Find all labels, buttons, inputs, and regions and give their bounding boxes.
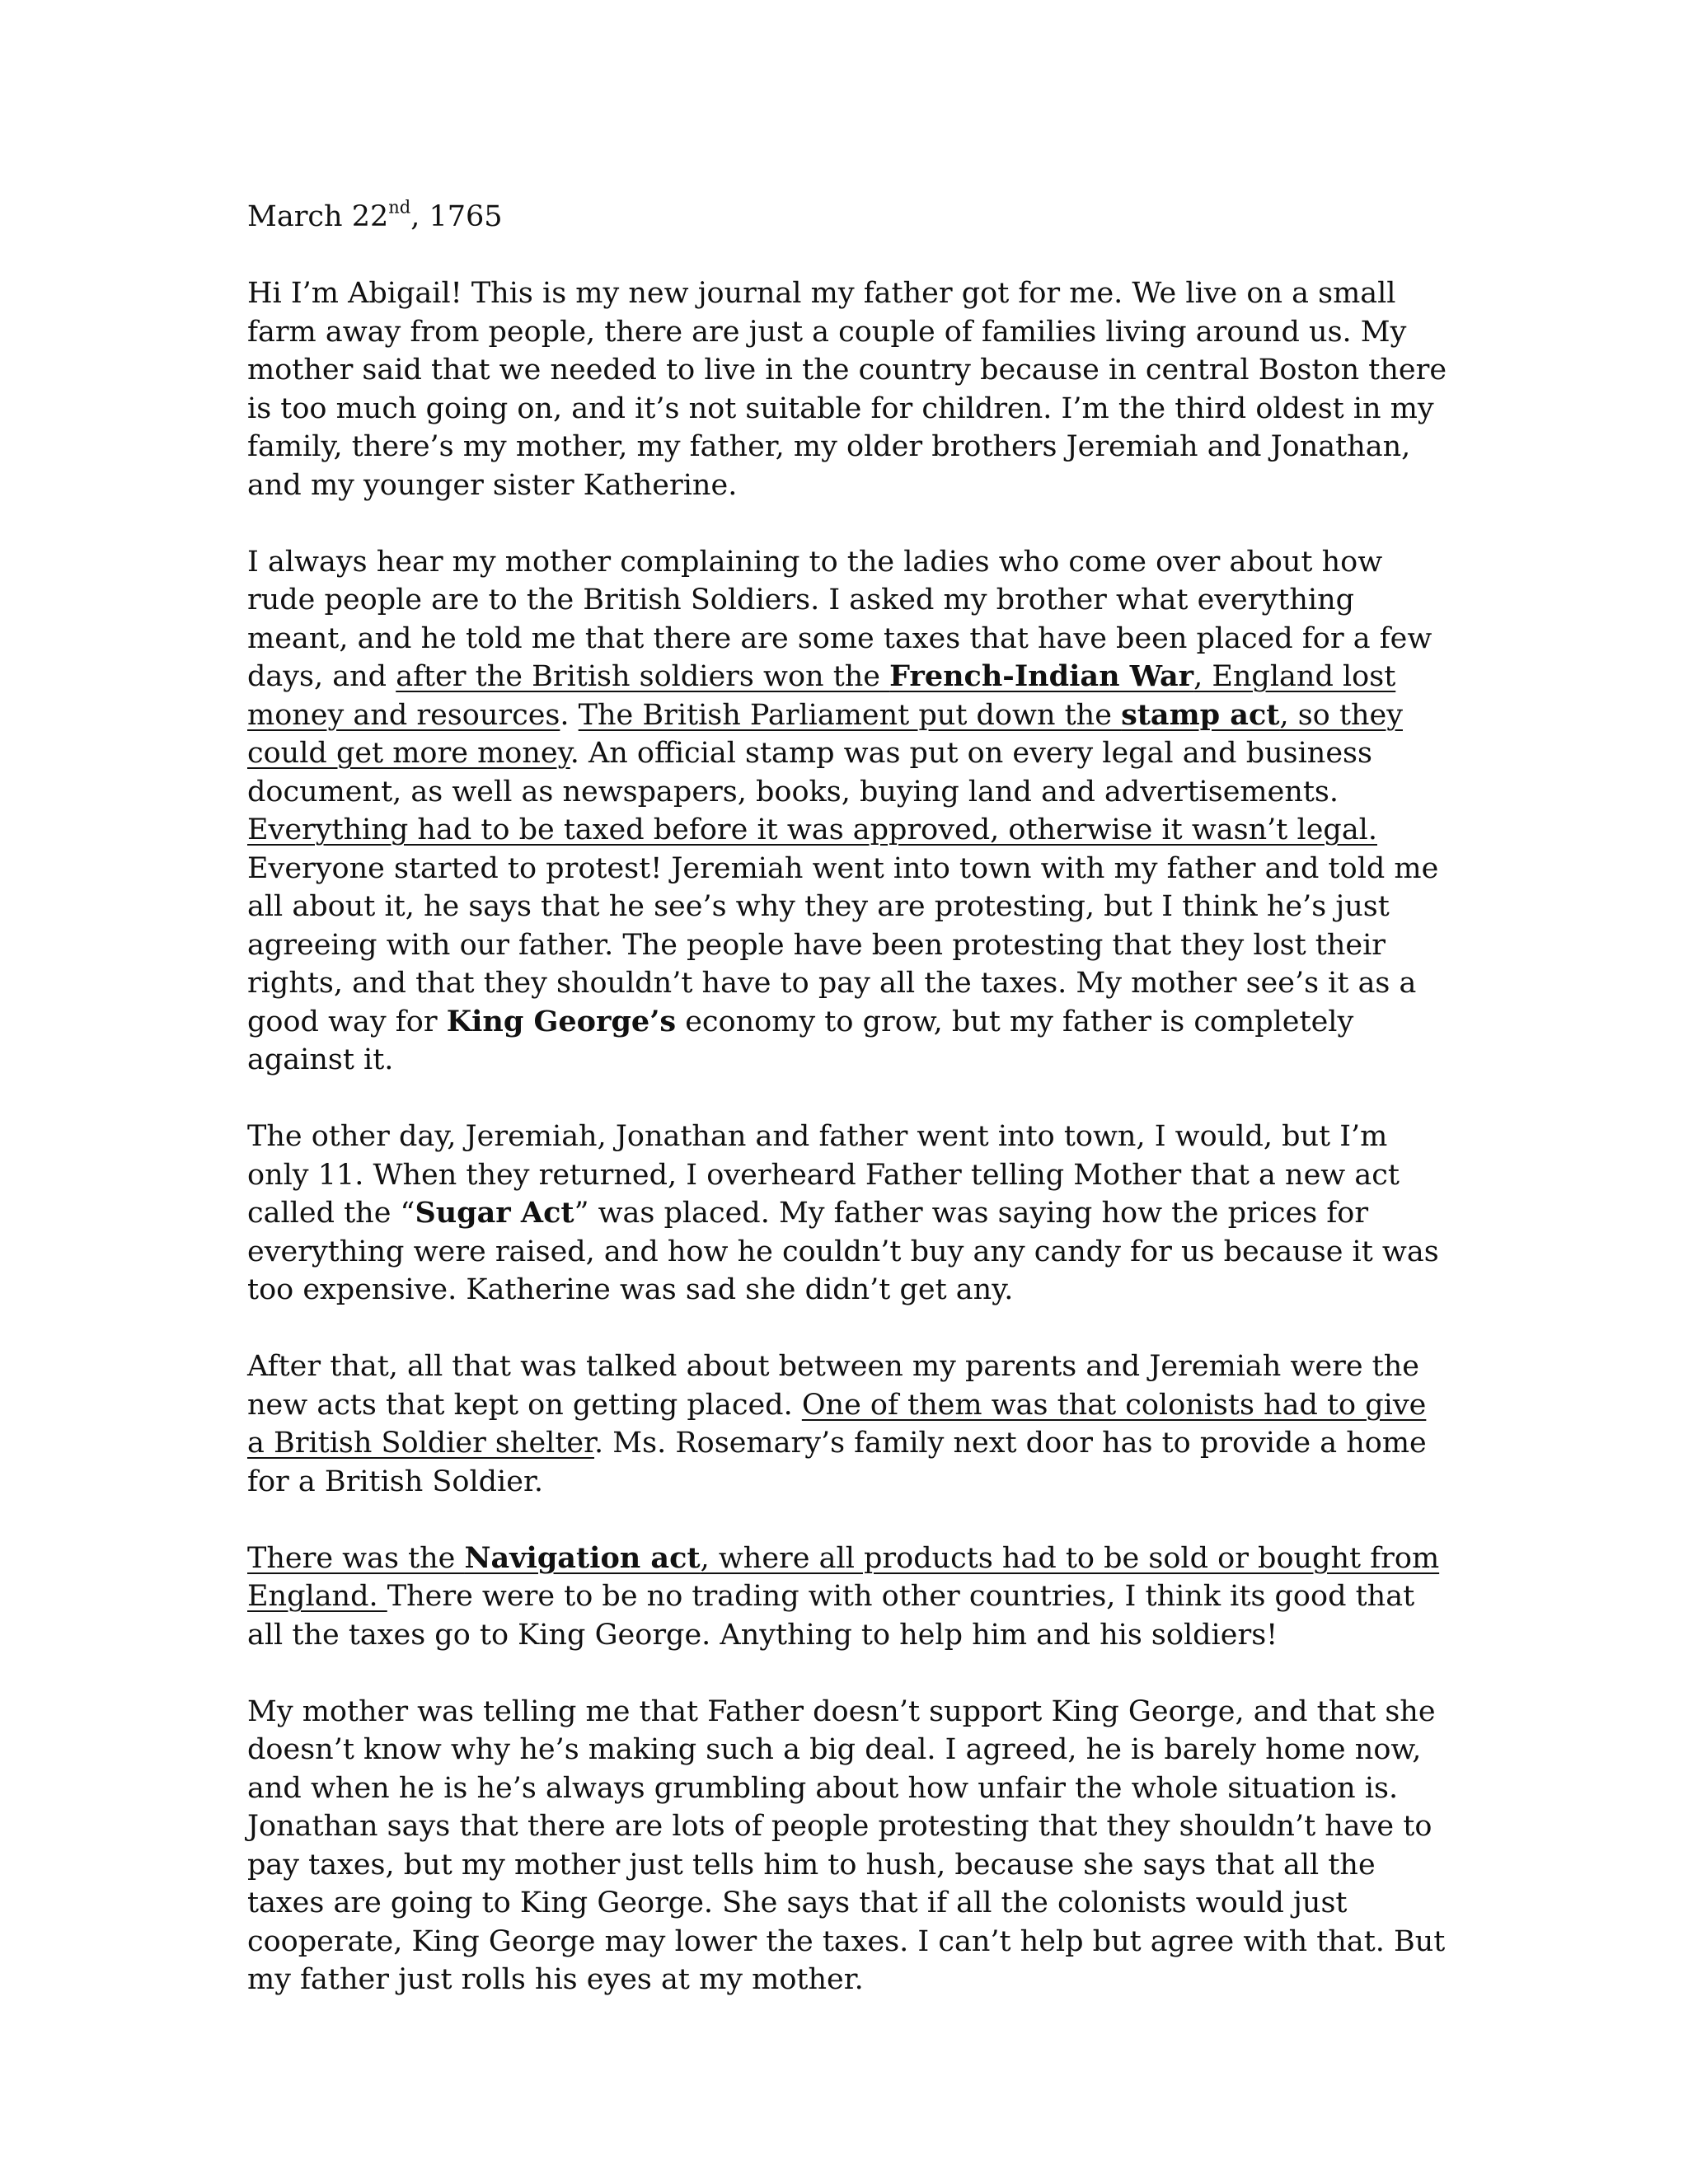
underlined-text: Everything had to be taxed before it was approved, otherwise it wasn’t legal. xyxy=(247,813,1377,846)
paragraph-text: Hi I’m Abigail! This is my new journal my father got for me. We live on a small farm away from people, there are just a couple of families living around us. My mother said that we needed to live in the country because in central Boston there is too much going on, and it’s not suitable for children. I’m the third oldest in my family, there’s my mother, my father, my older brothers Jeremiah and Jonathan, and my younger sister Katherine. xyxy=(247,277,1447,502)
underlined-text: , England lost money and resources xyxy=(247,660,1396,732)
underlined-text: One of them was that colonists had to give a British Soldier shelter xyxy=(247,1388,1427,1460)
underlined-text: , so they could get more money xyxy=(247,698,1403,770)
paragraph-text: . An official stamp was put on every legal and business document, as well as newspapers, books, buying land and advertisements. xyxy=(247,737,1372,808)
paragraph-text: Everyone started to protest! Jeremiah went into town with my father and told me all about it, he says that he see’s why they are protesting, but I think he’s just agreeing with our father. The people have been protesting that they lost their rights, and that they shouldn’t have to pay all the taxes. My mother see’s it as a good way for xyxy=(247,851,1439,1038)
journal-paragraphs xyxy=(247,274,1451,1999)
paragraph-text: economy to grow, but my father is completely against it. xyxy=(247,1005,1354,1076)
paragraph-text: After that, all that was talked about between my parents and Jeremiah were the new acts that kept on getting placed. xyxy=(247,1350,1419,1422)
underlined-text: There was the xyxy=(247,1541,465,1575)
date-prefix: March 22 xyxy=(247,200,389,233)
journal-paragraph-navigation-act xyxy=(247,1540,1451,1655)
date-ordinal-suffix: nd xyxy=(388,197,411,218)
paragraph-text: . Ms. Rosemary’s family next door has to provide a home for a British Soldier. xyxy=(247,1427,1427,1498)
journal-date xyxy=(247,198,1451,237)
journal-body xyxy=(247,198,1451,2037)
paragraph-text: ” was placed. My father was saying how the prices for everything were raised, and how he couldn’t buy any candy for us because it was too expensive. Katherine was sad she didn’t get any. xyxy=(247,1197,1439,1306)
paragraph-text: The other day, Jeremiah, Jonathan and father went into town, I would, but I’m only 11. When they returned, I overheard Father telling Mother that a new act called the “ xyxy=(247,1120,1400,1230)
emphasized-term: King George’s xyxy=(446,1004,677,1038)
journal-paragraph-king-george xyxy=(247,1693,1451,1999)
journal-paragraph-sugar-act xyxy=(247,1118,1451,1310)
journal-paragraph-quartering xyxy=(247,1347,1451,1501)
emphasized-term: stamp act xyxy=(1121,697,1280,732)
paragraph-text: I always hear my mother complaining to the ladies who come over about how rude people are to the British Soldiers. I asked my brother what everything meant, and he told me that there are some taxes that have been placed for a few days, and xyxy=(247,545,1432,693)
paragraph-text: . xyxy=(560,698,579,732)
paragraph-text: There were to be no trading with other countries, I think its good that all the taxes go to King George. Anything to help him and his soldiers! xyxy=(247,1580,1415,1652)
date-year: , 1765 xyxy=(410,200,503,233)
journal-paragraph-stamp-act xyxy=(247,543,1451,1080)
emphasized-term: French-Indian War xyxy=(889,659,1194,693)
underlined-text: , where all products had to be sold or bought from England. xyxy=(247,1541,1440,1613)
emphasized-term: Sugar Act xyxy=(415,1196,574,1230)
paragraph-text: My mother was telling me that Father doesn’t support King George, and that she doesn’t know why he’s making such a big deal. I agreed, he is barely home now, and when he is he’s always grumbling about how unfair the whole situation is. Jonathan says that there are lots of people protesting that they shouldn’t have to pay taxes, but my mother just tells him to hush, because she says that all the taxes are going to King George. She says that if all the colonists would just cooperate, King George may lower the taxes. I can’t help but agree with that. But my father just rolls his eyes at my mother. xyxy=(247,1694,1446,1996)
journal-paragraph-intro xyxy=(247,274,1451,504)
underlined-text: The British Parliament put down the xyxy=(578,698,1122,732)
emphasized-term: Navigation act xyxy=(464,1540,701,1575)
underlined-text: after the British soldiers won the xyxy=(396,660,890,693)
